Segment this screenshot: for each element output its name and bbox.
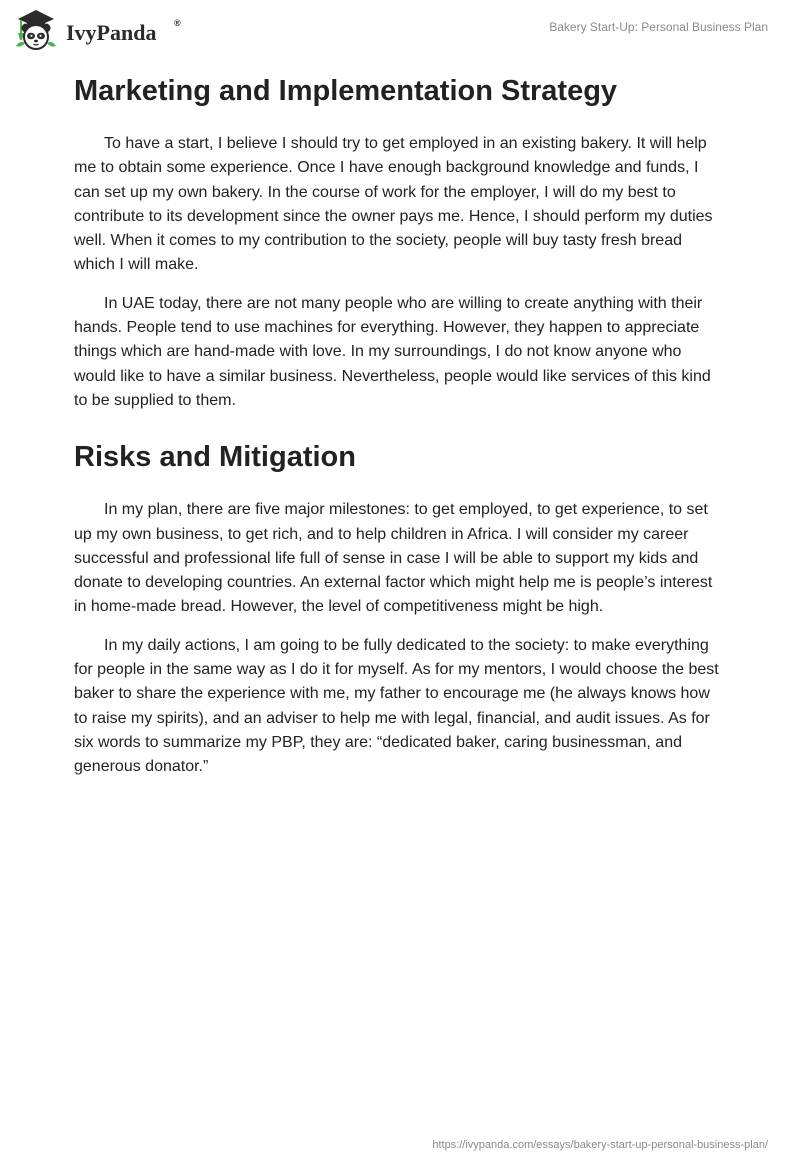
source-url-link[interactable]: https://ivypanda.com/essays/bakery-start-up-personal-business-plan/: [432, 1139, 768, 1151]
paragraph: To have a start, I believe I should try to get employed in an existing bakery. It will help me to obtain some experience. Once I have enough background knowledge and funds, I can set up my own bakery. In the course of work for the employer, I will do my best to contribute to its development since the owner pays me. Hence, I should perform my duties well. When it comes to my contribution to the society, people will buy tasty fresh bread which I will make.: [74, 135, 713, 274]
paragraph: In my daily actions, I am going to be fully dedicated to the society: to make everything for people in the same way as I do it for myself. As for my mentors, I would choose the best baker to share the experience with me, my father to encourage me (he always knows how to raise my spirits), and an adviser to help me with legal, financial, and audit issues. As for six words to summarize my PBP, they are: “dedicated baker, caring businessman, and generous donator.”: [74, 636, 719, 776]
paragraph: In my plan, there are five major milestones: to get employed, to get experience, to set up my own business, to get rich, and to help children in Africa. I will consider my career successful and professional life full of sense in case I will be able to support my kids and donate to developing countries. An external factor which might help me is people’s interest in home-made bread. However, the level of competitiveness might be high.: [74, 501, 713, 616]
essay-content: [74, 72, 724, 794]
registered-mark: ®: [174, 18, 181, 28]
page-header: [0, 0, 800, 60]
document-title: Bakery Start-Up: Personal Business Plan: [549, 20, 768, 34]
section-heading-risks: Risks and Mitigation: [74, 441, 356, 474]
paragraph: In UAE today, there are not many people who are willing to create anything with their hands. People tend to use machines for everything. However, they happen to appreciate things which are hand-made with love. In my surroundings, I do not know anyone who would like to have a similar business. Nevertheless, people would like services of this kind to be supplied to them.: [74, 294, 711, 409]
logo-text: IvyPanda: [66, 20, 157, 45]
ivypanda-logo[interactable]: [14, 6, 204, 54]
section-heading-marketing: Marketing and Implementation Strategy: [74, 75, 618, 107]
